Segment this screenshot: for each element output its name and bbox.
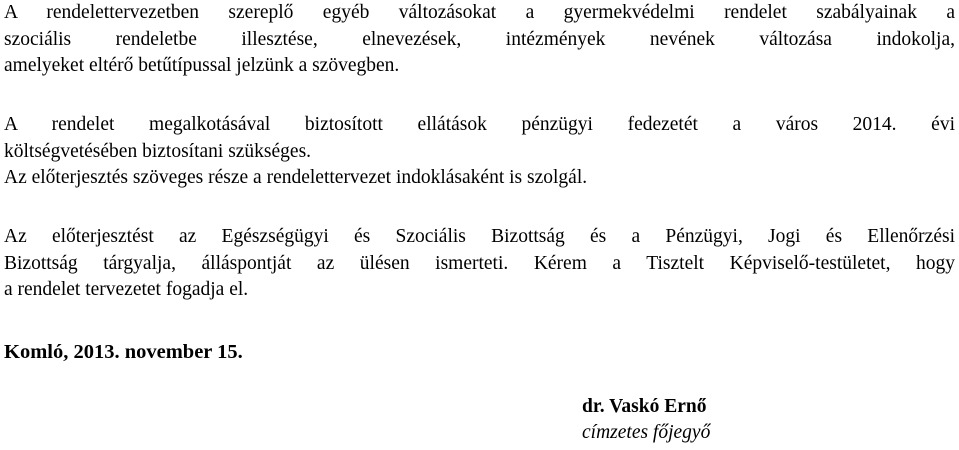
paragraph-committee-line-3: a rendelet tervezetet fogadja el. [4,279,249,300]
paragraph-justification [4,165,955,192]
paragraph-justification-line: Az előterjesztés szöveges része a rendelettervezet indoklásaként is szolgál. [4,167,588,188]
paragraph-budget-line-2: költségvetésében biztosítani szükséges. [4,140,312,162]
signature-title: címzetes főjegyő [582,422,711,443]
document-date: Komló, 2013. november 15. [4,341,243,363]
paragraph-changes-line-2: szociális rendeletbe illesztése, elnevezések, intézmények nevének változása indokolja, [4,28,955,50]
paragraph-changes [4,0,955,80]
paragraph-committee-line-1: Az előterjesztést az Egészségügyi és Szociális Bizottság és a Pénzügyi, Jogi és Ellenőrzési [4,226,955,247]
paragraph-changes-line-3: amelyeket eltérő betűtípussal jelzünk a szövegben. [4,55,400,76]
paragraph-committee [4,224,955,304]
paragraph-committee-line-2: Bizottság tárgyalja, álláspontját az ülésen ismerteti. Kérem a Tisztelt Képviselő-testületet, hogy [4,252,955,274]
signature-block [582,394,710,446]
paragraph-budget [4,112,955,165]
paragraph-changes-line-1: A rendelettervezetben szereplő egyéb változásokat a gyermekvédelmi rendelet szabályainak a [4,2,955,23]
signature-name: dr. Vaskó Ernő [582,396,707,417]
paragraph-budget-line-1: A rendelet megalkotásával biztosított ellátások pénzügyi fedezetét a város 2014. évi [4,114,955,135]
